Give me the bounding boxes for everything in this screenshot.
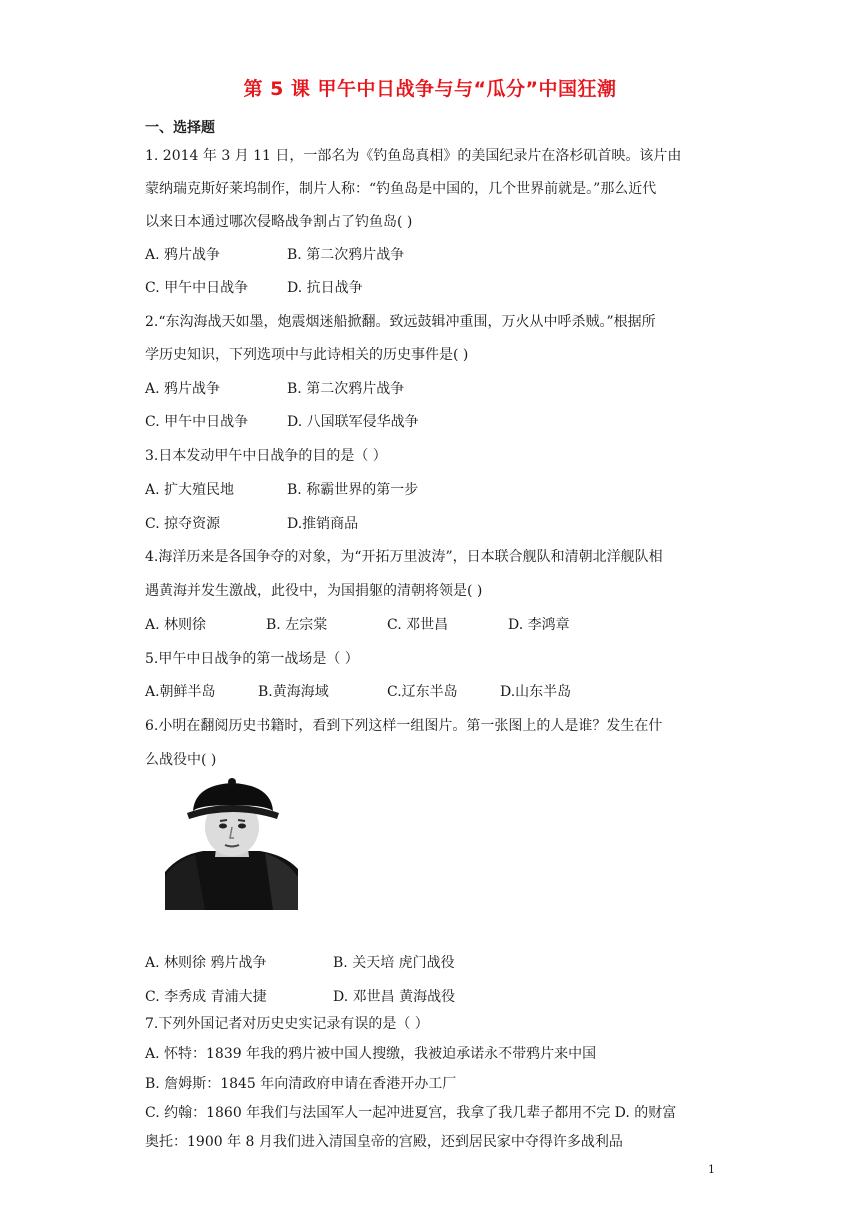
q2-option-d: D. 八国联军侵华战争 [287, 414, 419, 430]
portrait-illustration [165, 777, 298, 910]
page-number: 1 [708, 1163, 715, 1176]
q5-option-d: D.山东半岛 [500, 684, 572, 700]
q3-option-d: D.推销商品 [287, 516, 359, 532]
q4-line-2: 遇黄海并发生激战，此役中，为国捐躯的清朝将领是( ) [145, 583, 483, 599]
q4-option-a: A. 林则徐 [145, 617, 207, 633]
q1-option-d: D. 抗日战争 [287, 280, 363, 296]
q3-option-b: B. 称霸世界的第一步 [287, 482, 419, 498]
q7-option-a: A. 怀特：1839 年我的鸦片被中国人搜缴，我被迫承诺永不带鸦片来中国 [145, 1046, 597, 1062]
q4-option-c: C. 邓世昌 [387, 617, 449, 633]
q1-option-c: C. 甲午中日战争 [145, 280, 249, 296]
q2-line-1: 2.“东沟海战天如墨，炮震烟迷船掀翻。致远鼓辑冲重围，万火从中呼杀贼。”根据所 [145, 314, 656, 330]
q7-option-c: C. 约翰：1860 年我们与法国军人一起冲进夏宫，我拿了我几辈子都用不完 D. 的财富 [145, 1105, 677, 1121]
section-heading: 一、选择题 [145, 120, 215, 136]
q2-option-b: B. 第二次鸦片战争 [287, 381, 405, 397]
q6-option-a: A. 林则徐 鸦片战争 [145, 955, 267, 971]
q3-option-c: C. 掠夺资源 [145, 516, 221, 532]
q4-option-b: B. 左宗棠 [266, 617, 328, 633]
q3-option-a: A. 扩大殖民地 [145, 482, 235, 498]
page-title: 第 5 课 甲午中日战争与与“瓜分”中国狂潮 [243, 78, 617, 100]
q5-option-a: A.朝鲜半岛 [145, 684, 216, 700]
q7-line-1: 7.下列外国记者对历史史实记录有误的是（ ） [145, 1016, 429, 1032]
q1-option-b: B. 第二次鸦片战争 [287, 247, 405, 263]
q2-option-c: C. 甲午中日战争 [145, 414, 249, 430]
q5-line-1: 5.甲午中日战争的第一战场是（ ） [145, 651, 359, 667]
q1-option-a: A. 鸦片战争 [145, 247, 221, 263]
q1-line-2: 蒙纳瑞克斯好莱坞制作，制片人称：“钓鱼岛是中国的，几个世界前就是。”那么近代 [145, 181, 657, 197]
q2-line-2: 学历史知识，下列选项中与此诗相关的历史事件是( ) [145, 347, 469, 363]
q1-line-1: 1. 2014 年 3 月 11 日，一部名为《钓鱼岛真相》的美国纪录片在洛杉矶首映。该片由 [145, 148, 682, 164]
q6-option-b: B. 关天培 虎门战役 [333, 955, 455, 971]
q5-option-b: B.黄海海域 [258, 684, 329, 700]
q2-option-a: A. 鸦片战争 [145, 381, 221, 397]
q7-option-d: 奥托：1900 年 8 月我们进入清国皇帝的宫殿，还到居民家中夺得许多战利品 [145, 1134, 623, 1150]
q4-option-d: D. 李鸿章 [508, 617, 570, 633]
q5-option-c: C.辽东半岛 [387, 684, 458, 700]
q3-line-1: 3.日本发动甲午中日战争的目的是（ ） [145, 448, 387, 464]
q6-line-1: 6.小明在翻阅历史书籍时，看到下列这样一组图片。第一张图上的人是谁？发生在什 [145, 718, 663, 734]
q1-line-3: 以来日本通过哪次侵略战争割占了钓鱼岛( ) [145, 214, 413, 230]
portrait-photo [165, 777, 298, 910]
q6-option-d: D. 邓世昌 黄海战役 [333, 989, 456, 1005]
q4-line-1: 4.海洋历来是各国争夺的对象，为“开拓万里波涛”，日本联合舰队和清朝北洋舰队相 [145, 549, 663, 565]
q6-option-c: C. 李秀成 青浦大捷 [145, 989, 267, 1005]
q7-option-b: B. 詹姆斯：1845 年向清政府申请在香港开办工厂 [145, 1076, 457, 1092]
q6-line-2: 么战役中( ) [145, 752, 217, 768]
